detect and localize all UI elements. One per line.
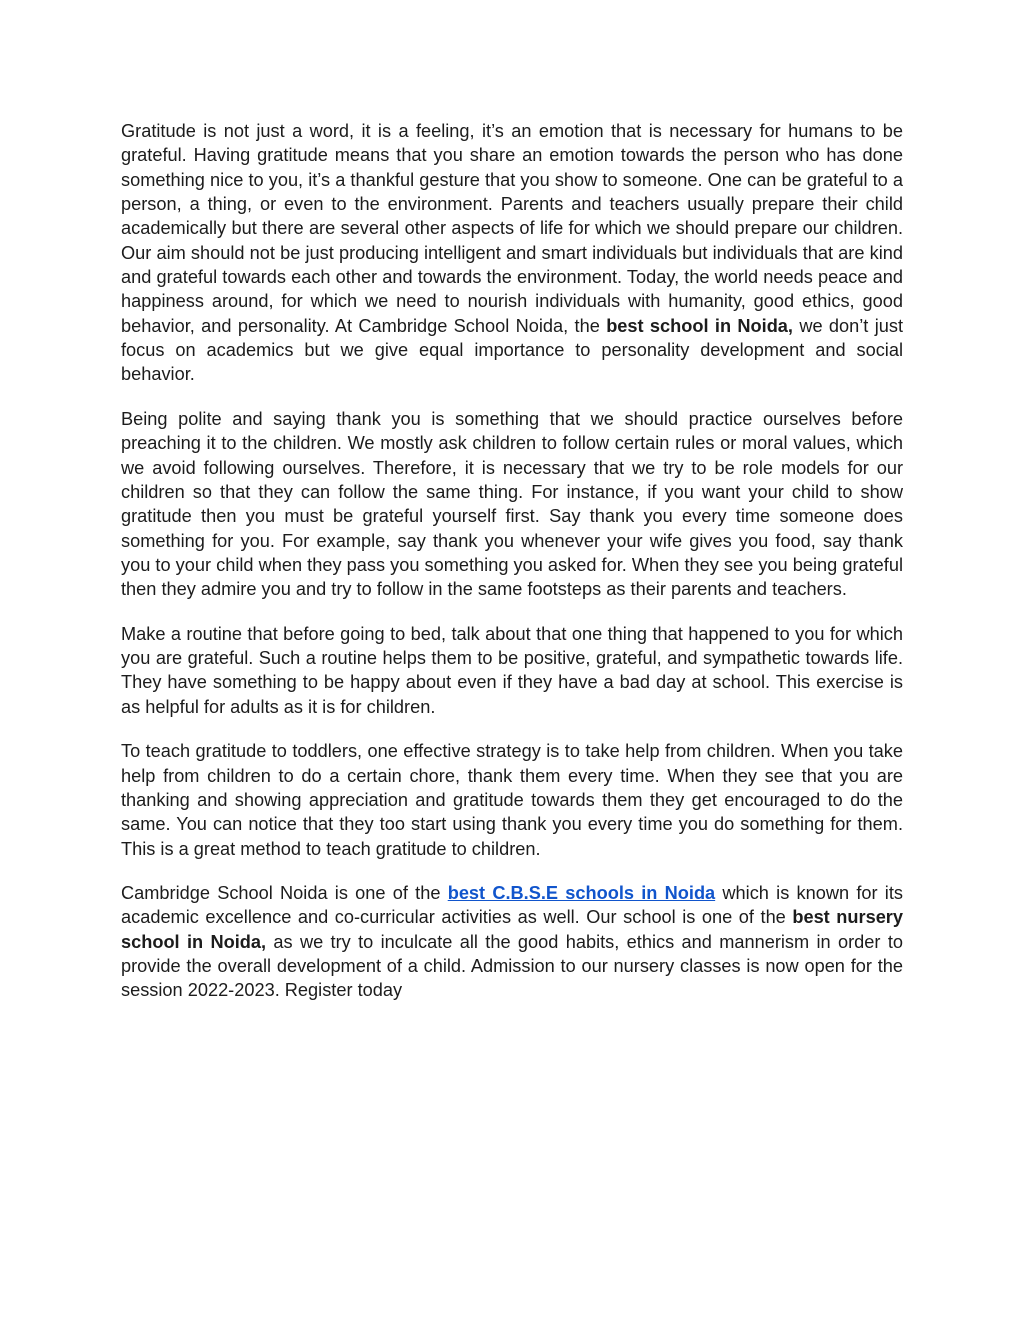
paragraph-text: To teach gratitude to toddlers, one effective strategy is to take help from children. When you take help from children to do a certain chore, thank them every time. When they see that you are thanking and showing appreciation and gratitude towards them they get encouraged to do the same. You can notice that they too start using thank you every time you do something for them. This is a great method to teach gratitude to children.: [121, 741, 903, 859]
paragraph-bedtime-routine: [121, 622, 903, 719]
document-page: [121, 119, 903, 1003]
paragraph-text: Make a routine that before going to bed, talk about that one thing that happened to you for which you are grateful. Such a routine helps them to be positive, grateful, and sympathetic towards life. They have something to be happy about even if they have a bad day at school. This exercise is as helpful for adults as it is for children.: [121, 623, 903, 717]
paragraph-text: as we try to inculcate all the good habits, ethics and mannerism in order to provide the overall development of a child. Admission to our nursery classes is now open for the session 2022-2023. Register today: [121, 931, 903, 1001]
paragraph-text: we don’t just focus on academics but we give equal importance to personality development and social behavior.: [121, 315, 903, 385]
cbse-schools-link[interactable]: best C.B.S.E schools in Noida: [447, 883, 716, 903]
bold-phrase-best-nursery: best nursery school in Noida,: [121, 907, 903, 952]
paragraph-text: Cambridge School Noida is one of the: [121, 883, 448, 903]
paragraph-being-polite: [121, 407, 903, 602]
paragraph-teach-toddlers: [121, 739, 903, 861]
bold-phrase-best-school: best school in Noida,: [606, 315, 793, 336]
paragraph-text: Being polite and saying thank you is something that we should practice ourselves before preaching it to the children. We mostly ask children to follow certain rules or moral values, which we avoid following ourselves. Therefore, it is necessary that we try to be role models for our children so that they can follow the same thing. For instance, if you want your child to show gratitude then you must be grateful yourself first. Say thank you every time someone does something for you. For example, say thank you whenever your wife gives you food, say thank you to your child when they pass you something you asked for. When they see you being grateful then they admire you and try to follow in the same footsteps as their parents and teachers.: [121, 408, 903, 600]
paragraph-gratitude-intro: [121, 119, 903, 387]
paragraph-text: Gratitude is not just a word, it is a feeling, it’s an emotion that is necessary for humans to be grateful. Having gratitude means that you share an emotion towards the person who has done something nice to you, it’s a thankful gesture that you show to someone. One can be grateful to a person, a thing, or even to the environment. Parents and teachers usually prepare their child academically but there are several other aspects of life for which we should prepare our children. Our aim should not be just producing intelligent and smart individuals but individuals that are kind and grateful towards each other and towards the environment. Today, the world needs peace and happiness around, for which we need to nourish individuals with humanity, good ethics, good behavior, and personality. At Cambridge School Noida, the: [121, 121, 903, 336]
paragraph-cambridge-school: [121, 881, 903, 1003]
paragraph-text: which is known for its academic excellence and co-curricular activities as well. Our school is one of the: [121, 883, 903, 928]
